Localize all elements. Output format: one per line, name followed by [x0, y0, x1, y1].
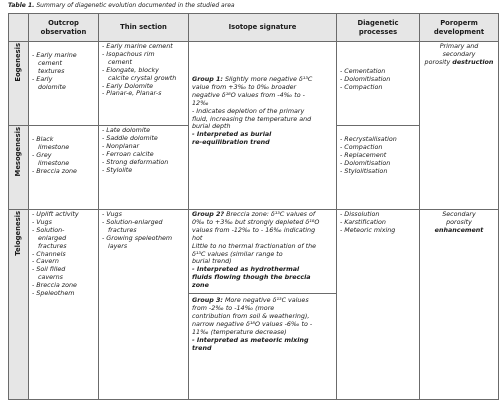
list-item: - Dolomitisation [340, 159, 391, 167]
group3-interpretation: trend [192, 344, 212, 352]
group2-interpretation: - Interpreted as hydrothermal [192, 266, 300, 274]
list-item: 12‰ [192, 99, 209, 107]
list-item: - Vugs [102, 211, 122, 218]
group3-heading: Group 3: [192, 297, 223, 305]
caption-label: Table 1. [8, 2, 35, 9]
cell-poroperm-top [420, 42, 499, 210]
list-item: 11‰ (temperature decrease) [192, 328, 287, 336]
list-item: - Karstification [340, 218, 386, 226]
list-item: - Early marine [32, 52, 77, 59]
list-item: negative δ¹⁸O values from -4‰ to - [192, 91, 305, 99]
zone-text-telogenesis: Telogenesis [13, 211, 22, 256]
list-item: - Elongate, blocky [102, 66, 159, 74]
poroperm-destruction: destruction [452, 58, 494, 66]
cell-processes-eogenesis [337, 42, 420, 126]
list-item: - Ferroan calcite [102, 150, 154, 158]
list-item: - Solution-enlarged [102, 218, 163, 226]
cell-thin-eogenesis [99, 42, 189, 126]
group1-interpretation-2: re-equilibration trend [192, 139, 270, 147]
list-item: fractures [38, 242, 67, 250]
header-outcrop: Outcrop observation [29, 14, 99, 42]
table-caption [8, 2, 235, 9]
list-item: - Cementation [340, 68, 386, 75]
table-row-eogenesis [9, 42, 499, 126]
header-corner [9, 14, 29, 42]
list-item: δ¹³C values (similar range to [192, 250, 283, 258]
list-item: narrow negative δ¹⁸O values -6‰ to - [192, 320, 313, 328]
cell-outcrop-eogenesis [29, 42, 99, 126]
isotope-group3 [189, 294, 336, 353]
list-item: - Early marine cement [102, 43, 173, 50]
group2-interpretation: zone [192, 282, 209, 290]
poroperm-line: Primary and [439, 43, 479, 50]
list-item: burial depth [192, 123, 231, 131]
list-item: - Late dolomite [102, 127, 151, 134]
list-item: - Soil filled [32, 266, 66, 274]
list-item: enlarged [38, 234, 67, 242]
list-item: 0‰ to +3‰ but strongly depleted δ¹⁸O [192, 218, 320, 226]
poroperm-line: Secondary [442, 211, 476, 218]
list-item: - Meteoric mixing [340, 226, 396, 234]
list-item: - Stylolite [102, 166, 133, 174]
list-item: - Strong deformation [102, 158, 169, 166]
list-item: - Breccia zone [32, 167, 77, 175]
list-item: - Compaction [340, 143, 383, 151]
zone-text-mesogenesis: Mesogenesis [13, 127, 22, 177]
zone-label-eogenesis [9, 42, 29, 126]
list-item: textures [38, 67, 65, 75]
list-item: Little to no thermal fractionation of the [192, 242, 317, 250]
list-item: limestone [38, 159, 70, 167]
list-item: cement [108, 58, 132, 66]
list-item: - Early Dolomite [102, 82, 154, 90]
list-item: layers [108, 242, 128, 250]
list-item: fluid, increasing the temperature and [192, 115, 312, 123]
list-item: dolomite [38, 83, 66, 91]
header-row [9, 14, 499, 42]
list-item: - Dolomitisation [340, 75, 391, 83]
cell-thin-mesogenesis [99, 126, 189, 210]
list-item: - Solution- [32, 226, 65, 234]
list-item: - Speleothem [32, 290, 75, 298]
header-processes: Diagenetic processes [337, 14, 420, 42]
list-item: - Replacement [340, 151, 387, 159]
header-isotope: Isotope signature [189, 14, 337, 42]
caption-text: Summary of diagenetic evolution documented in the studied area [36, 2, 235, 9]
list-item: - Indicates depletion of the primary [192, 107, 305, 115]
list-item: contribution from soil & weathering), [192, 312, 310, 320]
poroperm-line: porosity [446, 218, 472, 226]
isotope-group2 [189, 210, 336, 294]
list-item: burial trend) [192, 258, 232, 266]
group3-heading-rest: More negative δ¹³C values [224, 297, 309, 305]
diagenesis-table [8, 13, 499, 400]
poroperm-line: secondary [442, 50, 476, 58]
header-thin-section: Thin section [99, 14, 189, 42]
group2-interpretation: fluids flowing though the breccia [192, 274, 311, 282]
list-item: - Compaction [340, 83, 383, 91]
list-item: - Channels [32, 250, 66, 258]
list-item: cement [38, 59, 62, 67]
cell-thin-telogenesis [99, 210, 189, 400]
list-item: - Recrystallisation [340, 136, 397, 143]
list-item: - Cavern [32, 258, 59, 266]
zone-label-telogenesis [9, 210, 29, 400]
list-item: - Dissolution [340, 211, 380, 218]
cell-poroperm-bottom [420, 210, 499, 400]
list-item: - Stylolitisation [340, 167, 388, 175]
zone-label-mesogenesis [9, 126, 29, 210]
group1-interpretation: - Interpreted as burial [192, 131, 272, 139]
list-item: - Vugs [32, 218, 52, 226]
cell-processes-telogenesis [337, 210, 420, 400]
poroperm-enhancement: enhancement [434, 226, 484, 234]
cell-processes-mesogenesis [337, 126, 420, 210]
header-poroperm: Poroperm development [420, 14, 499, 42]
list-item: fractures [108, 226, 137, 234]
group1-heading-rest: Slightly more negative δ¹³C [224, 76, 313, 83]
list-item: - Saddle dolomite [102, 134, 158, 142]
list-item: hot [192, 234, 203, 242]
list-item: caverns [38, 274, 63, 282]
cell-isotope-telogenesis [189, 210, 337, 400]
list-item: - Isopachous rim [102, 50, 155, 58]
zone-text-eogenesis: Eogenesis [13, 43, 22, 82]
cell-isotope-group1 [189, 42, 337, 210]
list-item: - Grey [32, 151, 52, 159]
group2-heading-rest: Breccia zone: δ¹³C values of [226, 211, 316, 218]
cell-outcrop-mesogenesis [29, 126, 99, 210]
group2-heading: Group 2? [192, 211, 225, 218]
group3-interpretation: - Interpreted as meteoric mixing [192, 336, 309, 344]
poroperm-line: porosity [424, 58, 451, 66]
cell-outcrop-telogenesis [29, 210, 99, 400]
table-row-telogenesis [9, 210, 499, 400]
list-item: - Early [32, 75, 53, 83]
list-item: - Nonplanar [102, 142, 140, 150]
list-item: calcite crystal growth [108, 74, 177, 82]
list-item: limestone [38, 143, 70, 151]
list-item: values from -12‰ to - 16‰ indicating [192, 226, 316, 234]
list-item: - Uplift activity [32, 211, 79, 218]
list-item: - Growing speleothem [102, 234, 173, 242]
list-item: value from +3‰ to 0‰ broader [192, 83, 297, 91]
list-item: - Planar-e, Planar-s [102, 90, 162, 98]
list-item: from -2‰ to -14‰ (more [192, 304, 275, 312]
list-item: - Breccia zone [32, 282, 77, 290]
list-item: - Black [32, 136, 54, 143]
group1-heading: Group 1: [192, 76, 223, 83]
